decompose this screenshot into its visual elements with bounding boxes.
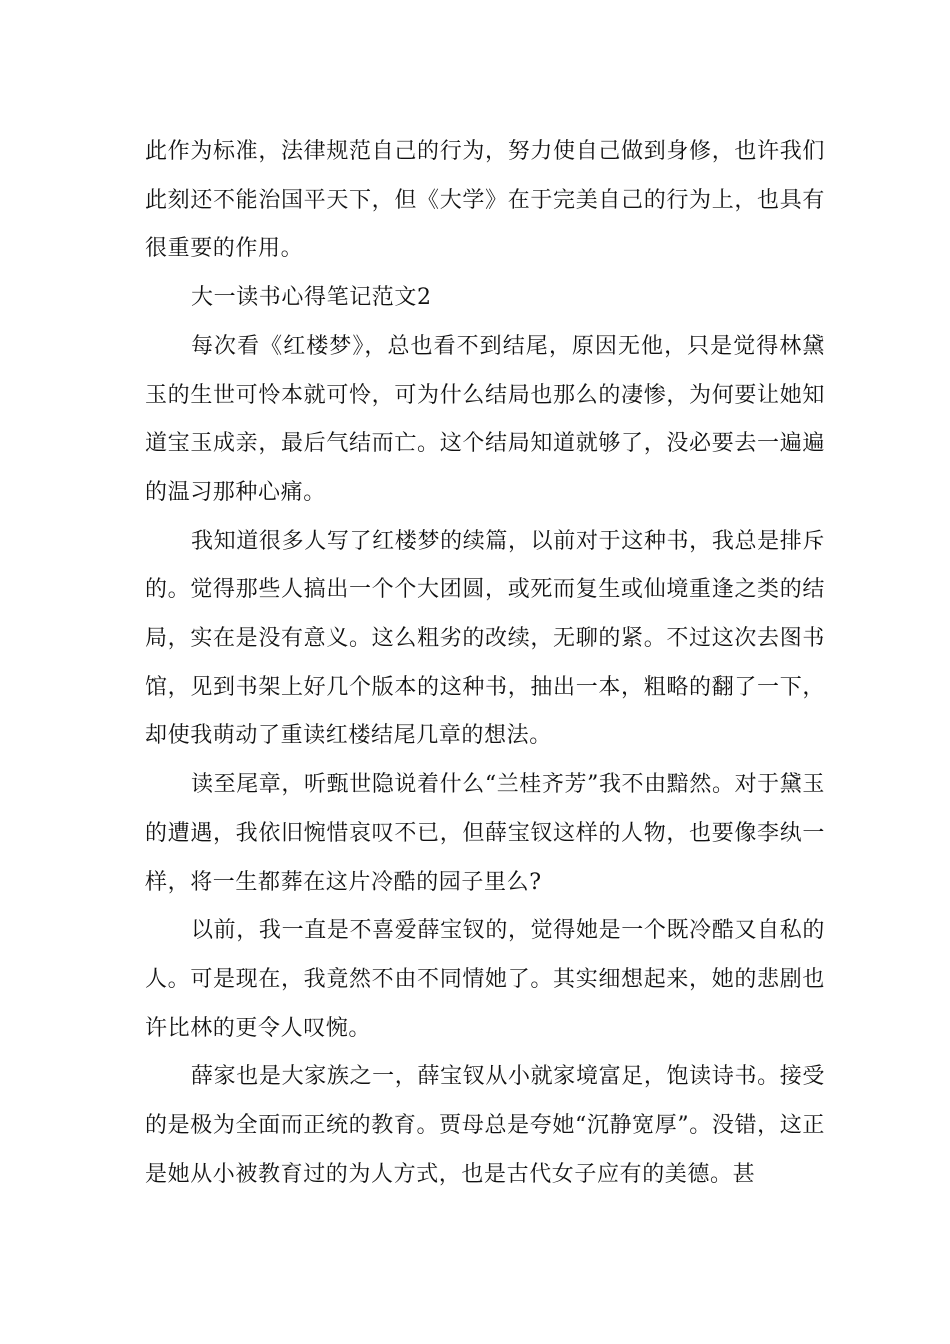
section-heading: 大一读书心得笔记范文2 xyxy=(191,285,432,311)
document-body xyxy=(145,128,825,1199)
paragraph-2: 我知道很多人写了红楼梦的续篇，以前对于这种书，我总是排斥的。觉得那些人搞出一个个大团圆，或死而复生或仙境重逢之类的结局，实在是没有意义。这么粗劣的改续，无聊的紧。不过这次去图书馆，见到书架上好几个版本的这种书，抽出一本，粗略的翻了一下，却使我萌动了重读红楼结尾几章的想法。 xyxy=(145,528,825,749)
paragraph-1: 每次看《红楼梦》，总也看不到结尾，原因无他，只是觉得林黛玉的生世可怜本就可怜，可为什么结局也那么的凄惨，为何要让她知道宝玉成亲，最后气结而亡。这个结局知道就够了，没必要去一遍遍的温习那种心痛。 xyxy=(145,333,825,505)
paragraph-continuation: 此作为标准，法律规范自己的行为，努力使自己做到身修，也许我们此刻还不能治国平天下，但《大学》在于完美自己的行为上，也具有很重要的作用。 xyxy=(145,139,825,262)
paragraph-5: 薛家也是大家族之一，薛宝钗从小就家境富足，饱读诗书。接受的是极为全面而正统的教育。贾母总是夸她“沉静宽厚”。没错，这正是她从小被教育过的为人方式，也是古代女子应有的美德。甚 xyxy=(145,1064,825,1187)
paragraph-3: 读至尾章，听甄世隐说着什么“兰桂齐芳”我不由黯然。对于黛玉的遭遇，我依旧惋惜哀叹不已，但薛宝钗这样的人物，也要像李纨一样，将一生都葬在这片冷酷的园子里么? xyxy=(145,772,825,895)
paragraph-4: 以前，我一直是不喜爱薛宝钗的，觉得她是一个既冷酷又自私的人。可是现在，我竟然不由不同情她了。其实细想起来，她的悲剧也许比林的更令人叹惋。 xyxy=(145,918,825,1041)
